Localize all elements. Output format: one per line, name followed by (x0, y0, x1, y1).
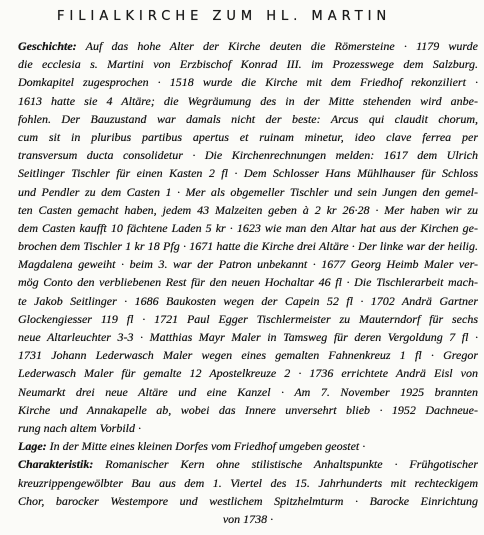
text-line (18, 37, 478, 55)
text-line (18, 219, 478, 237)
text-line (18, 292, 478, 310)
line-text: mög Conto den verbliebenen Rest für den neuen Hochaltar 46 fl · Die Tischlerarbeit mach- (18, 275, 478, 290)
line-text: ten Casten gemacht haben, jedem 43 Malzeiten geben à 2 kr 26·28 · Mer haben wir zu (18, 202, 478, 217)
line-text: Chor, barocker Westempore und westlichem Spitzhelmturm · Barocke Einrichtung (18, 493, 478, 508)
text-line (18, 455, 478, 473)
line-text: rung nach altem Vorbild · (18, 420, 141, 435)
line-text: fohlen. Der Bauzustand war damals nicht der beste: Arcus qui claudit chorum, (18, 111, 478, 126)
body-text (18, 37, 478, 528)
text-line (18, 255, 478, 273)
section-label-lage: Lage: (18, 439, 47, 454)
line-text: Kirche und Annakapelle ab, wobei das Innere unversehrt blieb · 1952 Dachneue- (18, 402, 478, 417)
text-line (18, 110, 478, 128)
line-text: dem Casten kaufft 10 fächtene Laden 5 kr · 1623 wie man den Altar hat aus der Kirchen ge- (18, 220, 478, 235)
line-text: brochen dem Tischler 1 kr 18 Pfg · 1671 hatte die Kirche drei Altäre · Der linke war der heilig. (18, 239, 478, 254)
line-text: cum sit in pluribus partibus apertus et ruinam minetur, ideo clave ferrea per (18, 129, 478, 144)
line-text: die ecclesia s. Martini von Erzbischof Konrad III. im Prozesswege dem Salzburg. (18, 57, 478, 72)
line-text: Seitlinger Tischler für einen Kasten 2 fl · Dem Schlosser Hans Mühlhauser für Schloss (18, 166, 478, 181)
text-line (18, 474, 478, 492)
text-line (18, 237, 478, 255)
line-text: Romanischer Kern ohne stilistische Anhaltspunkte · Frühgotischer (105, 457, 478, 472)
line-text: Domkapitel zugesprochen · 1518 wurde die Kirche mit dem Friedhof rekonziliert · (18, 75, 478, 90)
text-line (18, 73, 478, 91)
text-line (18, 128, 478, 146)
text-line (18, 401, 478, 419)
line-text: te Jakob Seitlinger · 1686 Baukosten wegen der Capein 52 fl · 1702 Andrä Gartner (18, 293, 478, 308)
text-line (18, 492, 478, 510)
text-line (18, 437, 478, 455)
line-text: Neumarkt drei neue Altäre und eine Kanzel · Am 7. November 1925 brannten (18, 384, 478, 399)
text-line (18, 310, 478, 328)
line-text: Glockengiesser 119 fl · 1721 Paul Egger Tischlermeister zu Mauterndorf für sechs (18, 311, 478, 326)
text-line (18, 510, 478, 528)
text-line (18, 146, 478, 164)
text-line (18, 164, 478, 182)
line-text: Auf das hohe Alter der Kirche deuten die Römersteine · 1179 wurde (85, 39, 478, 53)
line-text: 1613 hatte sie 4 Altäre; die Wegräumung des in der Mitte stehenden wird anbe- (18, 93, 478, 108)
section-label-charakteristik: Charakteristik: (18, 457, 94, 472)
line-text: Lederwasch Maler für gemalte 12 Apostelkreuze 2 · 1736 errichtete Andrä Eisl von (18, 366, 478, 381)
text-line (18, 201, 478, 219)
text-line (18, 328, 478, 346)
page-title: FILIALKIRCHE ZUM HL. MARTIN (57, 9, 392, 24)
text-line (18, 183, 478, 201)
line-text: 1731 Johann Lederwasch Maler wegen eines gemalten Fahnenkreuz 1 fl · Gregor (18, 348, 478, 363)
line-text: In der Mitte eines kleinen Dorfes vom Friedhof umgeben geostet · (49, 439, 366, 454)
line-text: kreuzrippengewölbter Bau aus dem 1. Viertel des 15. Jahrhunderts mit rechteckigem (18, 475, 478, 490)
text-line (18, 419, 478, 437)
line-text: neue Altarleuchter 3-3 · Matthias Mayr Maler in Tamsweg für deren Vergoldung 7 fl · (18, 330, 478, 344)
text-line (18, 364, 478, 382)
line-text: und Pendler zu dem Casten 1 · Mer als obgemeller Tischler und sein Jungen den gemel- (18, 184, 478, 199)
line-text: von 1738 · (222, 511, 274, 526)
text-line (18, 273, 478, 291)
section-label-geschichte: Geschichte: (18, 39, 77, 53)
line-text: Magdalena geweiht · beim 3. war der Patron unbekannt · 1677 Georg Heimb Maler ver- (18, 257, 478, 272)
text-line (18, 383, 478, 401)
text-line (18, 92, 478, 110)
line-text: transversum ducta consolidetur · Die Kirchenrechnungen melden: 1617 dem Ulrich (18, 148, 478, 163)
text-line (18, 346, 478, 364)
text-line (18, 55, 478, 73)
